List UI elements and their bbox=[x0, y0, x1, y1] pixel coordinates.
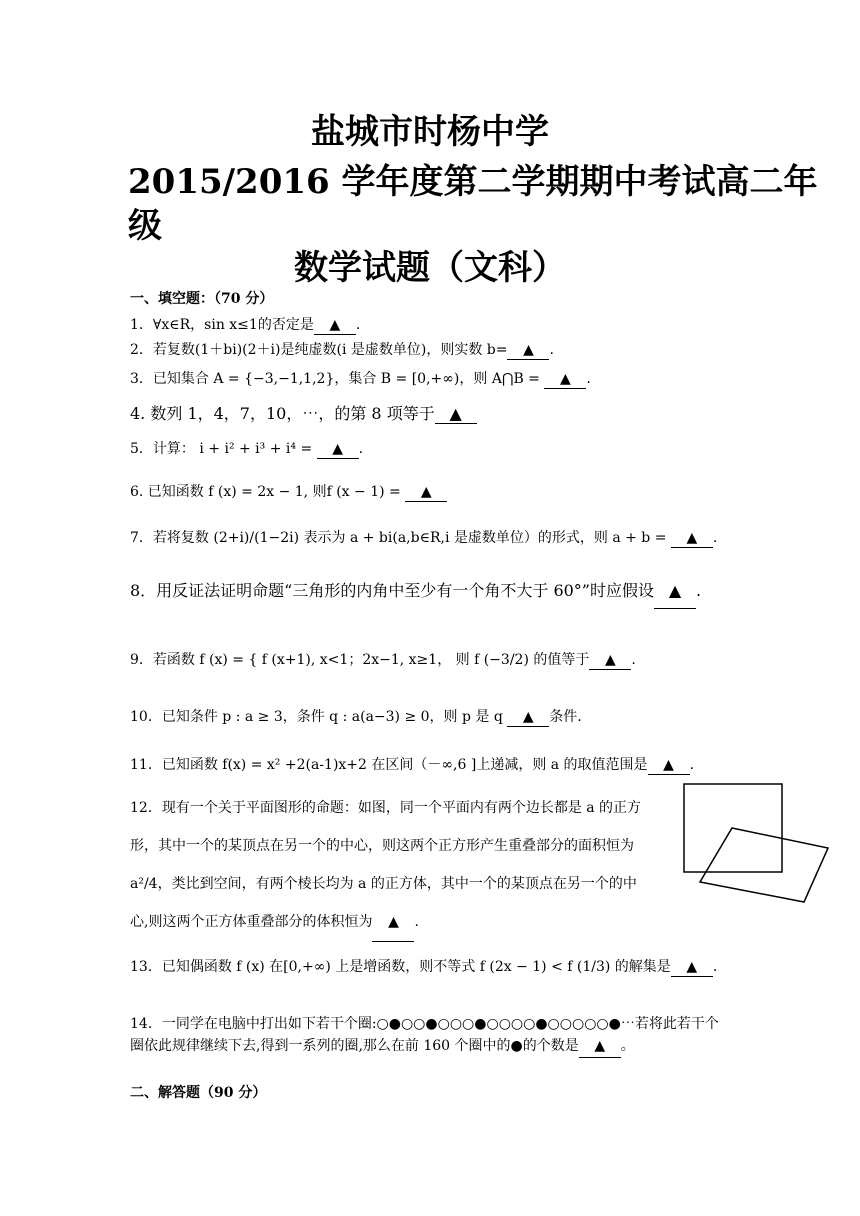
overlapping-squares-figure bbox=[680, 780, 850, 910]
school-title: 盐城市时杨中学 bbox=[311, 112, 549, 152]
question-7: 7．若将复数 (2+i)/(1−2i) 表示为 a + bi(a,b∈R,i 是虚数单位）的形式，则 a + b = ▲ . bbox=[130, 530, 718, 546]
square-two bbox=[700, 828, 828, 902]
question-12: 12．现有一个关于平面图形的命题：如图，同一个平面内有两个边长都是 a 的正方形，其中一个的某顶点在另一个的中心，则这两个正方形产生重叠部分的面积恒为 a²/4，类比到空间，有两个棱长均为 a 的正方体，其中一个的某顶点在另一个的中心,则这两个正方体重叠部分的体积恒为 ▲ . bbox=[130, 789, 650, 942]
question-4: 4. 数列 1，4，7，10，⋯，的第 8 项等于 ▲ bbox=[130, 405, 477, 424]
subject-title: 数学试题（文科） bbox=[294, 248, 566, 288]
question-2: 2．若复数(1＋bi)(2＋i)是纯虚数(i 是虚数单位)，则实数 b= ▲ . bbox=[130, 342, 554, 358]
question-8: 8．用反证法证明命题“三角形的内角中至少有一个角不大于 60°”时应假设 ▲ . bbox=[130, 574, 730, 609]
question-14: 14．一同学在电脑中打出如下若干个圈:○●○○●○○○●○○○○●○○○○○●⋯若将此若干个圈依此规律继续下去,得到一系列的圈,那么在前 160 个圈中的●的个数是 ▲ 。 bbox=[130, 1013, 730, 1058]
exam-title-line1: 2015/2016 学年度第二学期期中考试高二年 bbox=[128, 162, 818, 202]
question-1: 1．∀x∈R，sin x≤1的否定是 ▲ . bbox=[130, 317, 361, 333]
section1-heading: 一、填空题：（70 分） bbox=[130, 291, 274, 307]
section2-heading: 二、解答题（90 分） bbox=[130, 1085, 267, 1101]
question-6: 6. 已知函数 f (x) = 2x − 1, 则f (x − 1) = ▲ bbox=[130, 483, 447, 502]
exam-title-line2: 级 bbox=[128, 206, 162, 246]
question-3: 3．已知集合 A = {−3,−1,1,2}，集合 B = [0,+∞)，则 A⋂B = ▲ . bbox=[130, 371, 591, 387]
question-11: 11．已知函数 f(x) = x² +2(a-1)x+2 在区间（－∞,6 ]上递减，则 a 的取值范围是 ▲ . bbox=[130, 757, 695, 773]
question-5: 5．计算： i + i² + i³ + i⁴ = ▲ . bbox=[130, 441, 364, 457]
question-9: 9．若函数 f (x) = { f (x+1), x<1；2x−1, x≥1， 则 f (−3/2) 的值等于 ▲ . bbox=[130, 652, 636, 668]
question-13: 13．已知偶函数 f (x) 在[0,+∞) 上是增函数，则不等式 f (2x − 1) < f (1/3) 的解集是 ▲ . bbox=[130, 959, 718, 975]
question-10: 10．已知条件 p : a ≥ 3，条件 q : a(a−3) ≥ 0，则 p 是 q ▲ 条件. bbox=[130, 709, 582, 725]
